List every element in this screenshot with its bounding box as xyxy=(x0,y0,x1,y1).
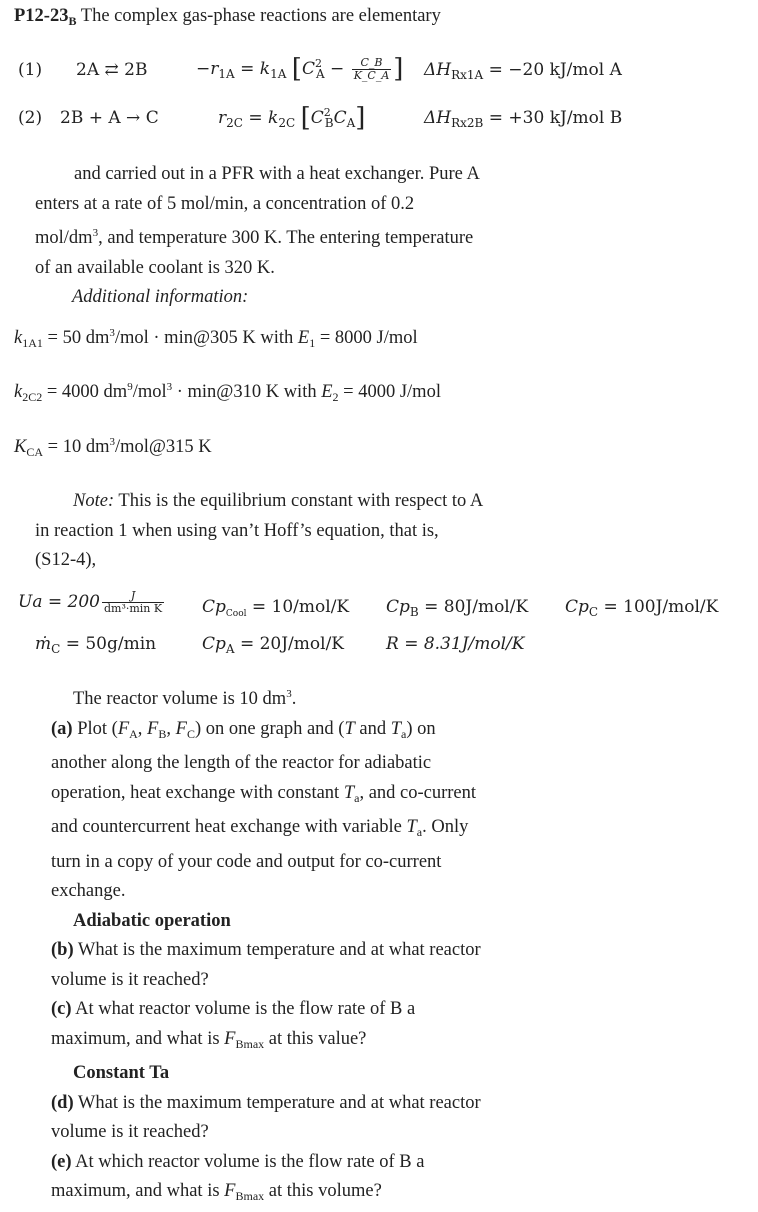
reaction-2-rate-law: $r_{2C} = k_{2C}$ $[C^2_BC_A]$ xyxy=(218,103,366,133)
param-cp-c: $Cp_C = 100J/mol/K$ xyxy=(565,597,719,619)
reaction-2-enthalpy: $\Delta H_{Rx2B} = +30$ kJ/mol B xyxy=(424,108,623,130)
question-e: (e) At which reactor volume is the flow rate of B a xyxy=(51,1151,425,1172)
param-cp-a: $Cp_A = 20J/mol/K$ xyxy=(202,634,345,656)
param-mdot: ṁ$_C$ = 50g/min xyxy=(35,634,157,656)
constant-kca: $K_{CA} = 10$ $dm^3/mol@315$ K xyxy=(14,436,212,459)
constant-ta-heading: Constant Ta xyxy=(73,1063,170,1083)
question-d: (d) What is the maximum temperature and at what reactor xyxy=(51,1092,481,1113)
reaction-2-label: (2) xyxy=(18,108,43,128)
constant-k2c2: $k_{2C2} = 4000$ $dm^9/mol^3$ · min@310 K with $E_2 = 4000$ J/mol xyxy=(14,381,441,404)
problem-title xyxy=(14,5,441,28)
problem-intro: The complex gas-phase reactions are elementary xyxy=(80,6,441,26)
additional-info-heading: Additional information: xyxy=(72,287,249,307)
questions-block: The reactor volume is 10 $dm^3$. (a) Plot ($F_A$, $F_B$, $F_C$) on one graph and (T and $T_a$) on another along the length of the reactor for adiabatic operation, heat exchange with constant $T_a$, and co-current and countercurrent heat exchange with variable $T_a$. Only turn in a copy of your code and output for co-current exchange. Adiabatic operation (b) What is the maximum temperature and at what reactor volume is it reached? (c) At what reactor volume is the flow rate of B a maximum, and what is $F_{Bmax}$ at this value? Constant Ta (d) What is the maximum temperature and at what reactor volume is it reached? (e) At which reactor volume is the flow rate of B a maximum, and what is $F_{Bmax}$ at this volume? xyxy=(0,680,481,1212)
constant-k1a1: $k_{1A1} = 50$ $dm^3$/mol · min@305 K with $E_1 = 8000$ J/mol xyxy=(14,327,418,350)
param-r: R = 8.31J/mol/K xyxy=(386,634,525,654)
reaction-1-label: (1) xyxy=(18,60,43,80)
note-paragraph: Note: This is the equilibrium constant with respect to A in reaction 1 when using van’t Hoff’s equation, that is, (S12-4), xyxy=(35,491,484,570)
question-a: (a) Plot ($F_A$, $F_B$, $F_C$) on one graph and (T and $T_a$) on xyxy=(51,718,436,741)
reaction-1-enthalpy: $\Delta H_{Rx1A} = -20$ kJ/mol A xyxy=(424,60,622,82)
rate-fraction: $\frac{C\_B}{K\_C\_A}$ xyxy=(353,56,390,82)
reaction-1-equation: 2A ⇄ 2B xyxy=(76,60,148,80)
adiabatic-heading: Adiabatic operation xyxy=(73,910,231,931)
reaction-1-rate-law: $-r_{1A} = k_{1A}$ [$C^2_A$ − $\frac{C\_B}{K\_C\_A}$ ] xyxy=(196,54,404,84)
question-c: (c) At what reactor volume is the flow rate of B a xyxy=(51,999,416,1019)
param-ua: Ua = 200 $\frac{J}{\text{dm³·min K}}$ xyxy=(18,589,163,615)
question-b: (b) What is the maximum temperature and at what reactor xyxy=(51,940,481,960)
description-paragraph: and carried out in a PFR with a heat exchanger. Pure A enters at a rate of 5 mol/min, a concentration of 0.2 mol/$dm^3$, and temperature 300 K. The entering temperature of an available coolant is 320 K. Additional information: xyxy=(0,160,758,313)
param-cp-cool: $Cp_{Cool} = 10/mol/K$ xyxy=(202,597,350,619)
note-label: Note: xyxy=(73,491,115,511)
reaction-2-equation: 2B + A → C xyxy=(60,108,159,128)
param-cp-b: $Cp_B = 80J/mol/K$ xyxy=(386,597,529,619)
problem-number-subscript: B xyxy=(68,14,77,28)
problem-number: P12-23 xyxy=(14,6,69,26)
